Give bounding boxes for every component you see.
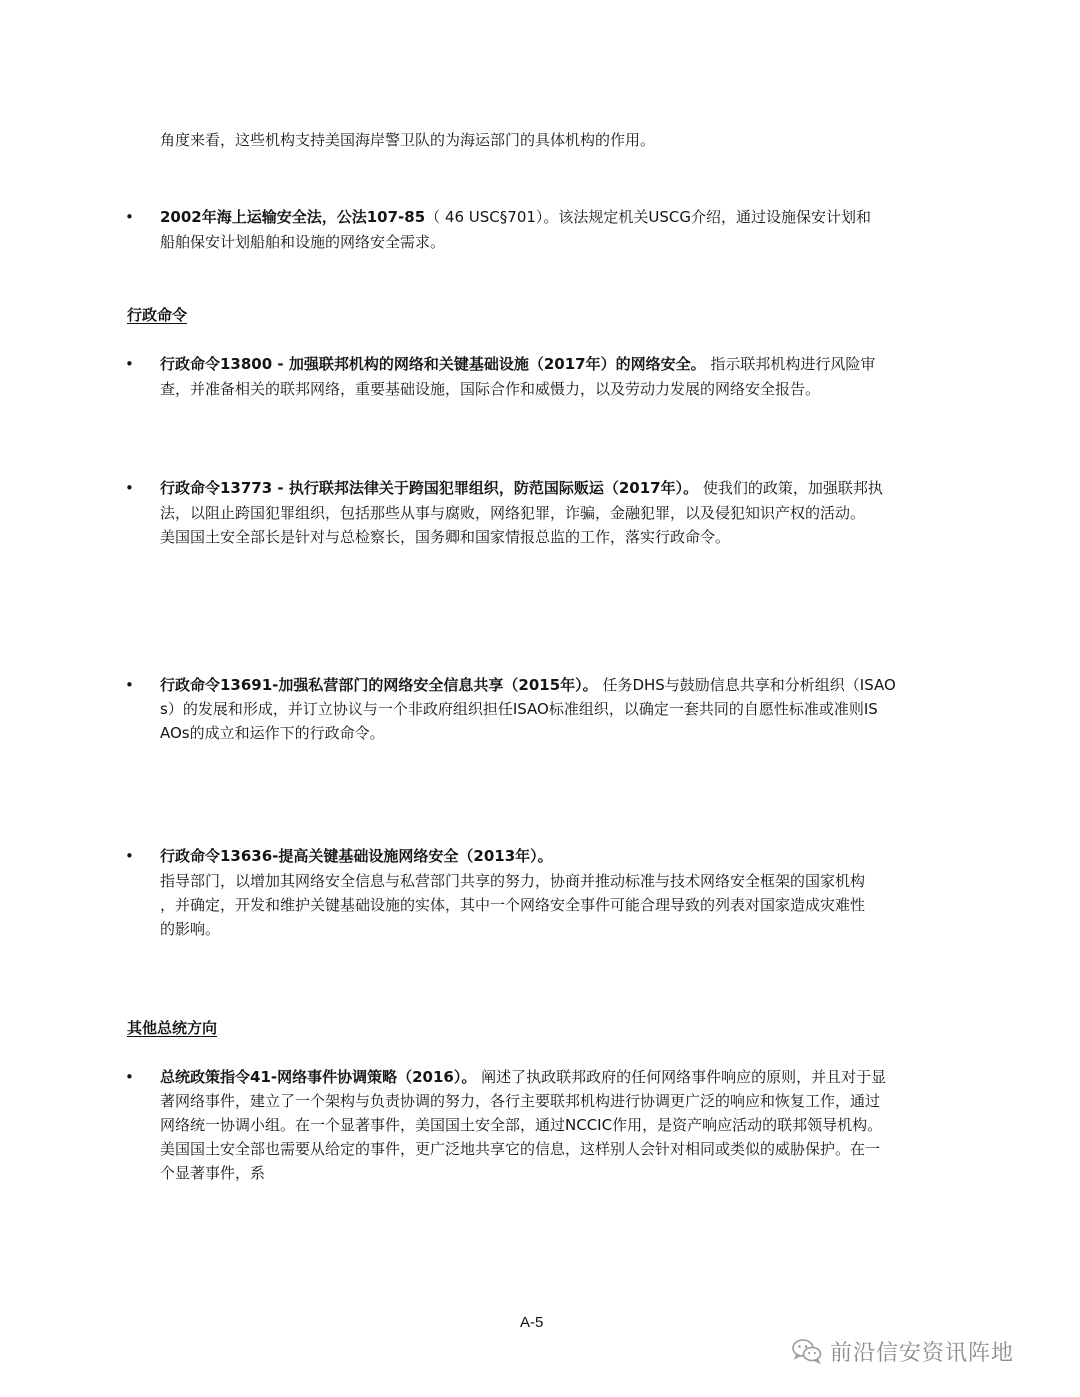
maritime-act-line-1 — [160, 208, 871, 226]
eo13691-title: 行政命令13691-加强私营部门的网络安全信息共享（2015年）。 — [160, 676, 598, 694]
wechat-icon — [792, 1338, 822, 1364]
ppd41-line-3: 网络统一协调小组。在一个显著事件，美国国土安全部，通过NCCIC作用，是资产响应活动的联邦领导机构。 — [160, 1116, 883, 1134]
bullet-eo13636: • — [125, 847, 134, 865]
eo13691-line-3: AOs的成立和运作下的行政命令。 — [160, 724, 385, 742]
page-number: A-5 — [520, 1314, 544, 1331]
section-heading-executive-orders: 行政命令 — [127, 306, 188, 324]
eo13691-line-1 — [160, 676, 896, 694]
eo13773-line-2: 法，以阻止跨国犯罪组织，包括那些从事与腐败，网络犯罪，诈骗，金融犯罪，以及侵犯知识产权的活动。 — [160, 504, 866, 522]
eo13691-text: 任务DHS与鼓励信息共享和分析组织（ISAO — [597, 676, 896, 694]
eo13773-line-3: 美国国土安全部长是针对与总检察长，国务卿和国家情报总监的工作，落实行政命令。 — [160, 528, 731, 546]
bullet-ppd41: • — [125, 1068, 134, 1086]
eo13800-title: 行政命令13800 - 加强联邦机构的网络和关键基础设施（2017年）的网络安全。 — [160, 355, 706, 373]
eo13773-title: 行政命令13773 - 执行联邦法律关于跨国犯罪组织，防范国际贩运（2017年）。 — [160, 479, 699, 497]
intro-line: 角度来看，这些机构支持美国海岸警卫队的为海运部门的具体机构的作用。 — [160, 131, 656, 149]
bullet-eo13773: • — [125, 479, 134, 497]
watermark — [792, 1336, 1014, 1366]
maritime-act-text: （ 46 USC§701）。该法规定机关USCG介绍，通过设施保安计划和 — [425, 208, 871, 226]
bullet-maritime-act: • — [125, 208, 134, 226]
ppd41-line-5: 个显著事件，系 — [160, 1164, 266, 1182]
eo13691-line-2: s）的发展和形成，并订立协议与一个非政府组织担任ISAO标准组织，以确定一套共同的自愿性标准或准则IS — [160, 700, 878, 718]
eo13636-title: 行政命令13636-提高关键基础设施网络安全（2013年）。 — [160, 847, 553, 865]
bullet-eo13691: • — [125, 676, 134, 694]
ppd41-line-2: 著网络事件，建立了一个架构与负责协调的努力，各行主要联邦机构进行协调更广泛的响应和恢复工作，通过 — [160, 1092, 881, 1110]
watermark-text: 前沿信安资讯阵地 — [830, 1340, 1015, 1366]
ppd41-line-4: 美国国土安全部也需要从给定的事件，更广泛地共享它的信息，这样别人会针对相同或类似的威胁保护。在一 — [160, 1140, 881, 1158]
ppd41-line-1 — [160, 1068, 886, 1086]
bullet-eo13800: • — [125, 355, 134, 373]
eo13800-line-2: 查，并准备相关的联邦网络，重要基础设施，国际合作和威慑力，以及劳动力发展的网络安全报告。 — [160, 380, 821, 398]
section-heading-other-directions: 其他总统方向 — [127, 1019, 218, 1037]
eo13636-line-3: ，并确定，开发和维护关键基础设施的实体，其中一个网络安全事件可能合理导致的列表对国家造成灾难性 — [160, 896, 866, 914]
eo13636-line-2: 指导部门，以增加其网络安全信息与私营部门共享的努力，协商并推动标准与技术网络安全框架的国家机构 — [160, 872, 866, 890]
eo13636-line-4: 的影响。 — [160, 920, 221, 938]
maritime-act-title: 2002年海上运输安全法，公法107-85 — [160, 208, 426, 226]
ppd41-title: 总统政策指令41-网络事件协调策略（2016）。 — [160, 1068, 477, 1086]
eo13773-text: 使我们的政策，加强联邦执 — [698, 479, 883, 497]
eo13800-text: 指示联邦机构进行风险审 — [705, 355, 876, 373]
eo13773-line-1 — [160, 479, 883, 497]
maritime-act-line-2: 船舶保安计划船舶和设施的网络安全需求。 — [160, 233, 446, 251]
ppd41-text: 阐述了执政联邦政府的任何网络事件响应的原则，并且对于显 — [476, 1068, 887, 1086]
eo13800-line-1 — [160, 355, 875, 373]
